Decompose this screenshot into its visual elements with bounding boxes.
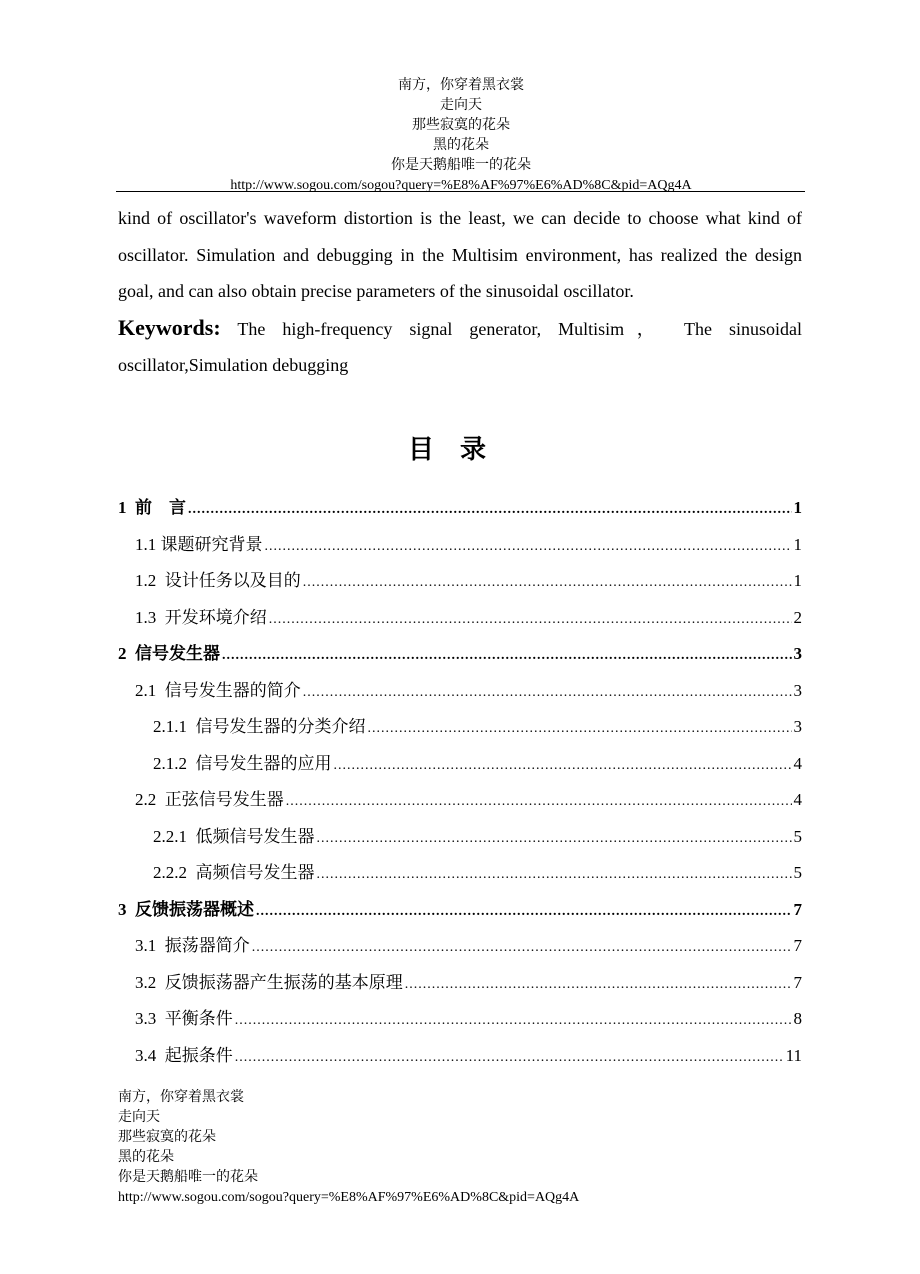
toc-entry[interactable] bbox=[118, 928, 802, 965]
header-line: 你是天鹅船唯一的花朵 bbox=[391, 158, 531, 173]
abstract-section bbox=[118, 200, 802, 384]
page-footer bbox=[118, 1088, 804, 1208]
toc-entry-title: 正弦信号发生器 bbox=[164, 790, 284, 810]
toc-entry[interactable] bbox=[118, 1001, 802, 1038]
toc-leader-dots bbox=[303, 565, 792, 602]
toc-entry-number: 2.1.2 bbox=[153, 753, 196, 773]
header-url: http://www.sogou.com/sogou?query=%E8%AF%97%E6%AD%8C&pid=AQg4A bbox=[230, 178, 692, 193]
toc-entry-title: 起振条件 bbox=[164, 1045, 233, 1066]
toc-leader-dots bbox=[265, 529, 792, 566]
toc-entry-page: 1 bbox=[793, 498, 802, 517]
toc-entry-title: 设计任务以及目的 bbox=[164, 571, 301, 591]
toc-entry-page: 11 bbox=[785, 1045, 802, 1065]
header-line: 那些寂寞的花朵 bbox=[412, 118, 510, 133]
toc-entry-title: 信号发生器的简介 bbox=[164, 680, 301, 701]
toc-entry-page: 4 bbox=[793, 790, 802, 809]
toc-entry-page: 1 bbox=[793, 571, 802, 590]
toc-entry-number: 2.1.1 bbox=[153, 717, 196, 736]
toc-entry-page: 7 bbox=[793, 936, 802, 955]
toc-entry-number: 2.2 bbox=[135, 790, 165, 809]
toc-entry-title: 反馈振荡器产生振荡的基本原理 bbox=[164, 972, 403, 993]
toc-entry-page: 7 bbox=[793, 899, 802, 919]
toc-leader-dots bbox=[317, 821, 792, 858]
toc-entry-number: 2.2.2 bbox=[153, 863, 196, 882]
toc-entry[interactable] bbox=[118, 673, 802, 710]
toc-entry-number: 1 bbox=[118, 498, 135, 517]
toc-entry-page: 7 bbox=[793, 972, 802, 992]
toc-entry-page: 8 bbox=[793, 1009, 802, 1028]
toc-entry[interactable] bbox=[118, 892, 802, 929]
toc-leader-dots bbox=[252, 930, 792, 967]
toc-entry-number: 3.2 bbox=[135, 972, 165, 992]
toc-entry-page: 5 bbox=[793, 826, 802, 846]
toc-entry-number: 3.4 bbox=[135, 1045, 165, 1065]
toc-leader-dots bbox=[269, 602, 792, 639]
toc-entry-title: 平衡条件 bbox=[164, 1009, 233, 1029]
toc-entry-page: 5 bbox=[793, 863, 802, 882]
toc-entry-title: 前 言 bbox=[135, 498, 186, 518]
toc-leader-dots bbox=[317, 857, 792, 894]
toc-entry[interactable] bbox=[118, 746, 802, 783]
toc-entry[interactable] bbox=[118, 636, 802, 673]
toc-entry-number: 2.2.1 bbox=[153, 826, 196, 846]
keywords-label: Keywords: bbox=[118, 314, 221, 340]
toc-entry[interactable] bbox=[118, 855, 802, 892]
toc-leader-dots bbox=[334, 748, 792, 785]
page-header bbox=[118, 76, 804, 196]
toc-entry-number: 3 bbox=[118, 899, 135, 919]
toc-entry[interactable] bbox=[118, 782, 802, 819]
toc-leader-dots bbox=[368, 711, 792, 748]
toc-entry-number: 3.3 bbox=[135, 1009, 165, 1028]
toc-entry-number: 1.3 bbox=[135, 607, 165, 627]
toc-leader-dots bbox=[235, 1003, 792, 1040]
toc-entry-title: 开发环境介绍 bbox=[164, 607, 267, 628]
toc-entry[interactable] bbox=[118, 1038, 802, 1075]
footer-url: http://www.sogou.com/sogou?query=%E8%AF%97%E6%AD%8C&pid=AQg4A bbox=[118, 1190, 580, 1205]
toc-title: 目录 bbox=[407, 435, 512, 465]
toc-leader-dots bbox=[286, 784, 792, 821]
toc-entry-title: 信号发生器的应用 bbox=[195, 753, 332, 774]
toc-leader-dots bbox=[405, 967, 792, 1004]
toc-entry-title: 信号发生器 bbox=[135, 644, 220, 664]
toc-leader-dots bbox=[256, 894, 792, 931]
toc-entry-number: 1.2 bbox=[135, 571, 165, 590]
footer-line: 黑的花朵 bbox=[118, 1150, 174, 1165]
toc-leader-dots bbox=[222, 638, 792, 675]
toc-entry[interactable] bbox=[118, 527, 802, 564]
footer-line: 南方，你穿着黑衣裳 bbox=[118, 1090, 244, 1105]
toc-entry-page: 3 bbox=[793, 717, 802, 736]
header-line: 走向天 bbox=[440, 98, 482, 113]
toc-entry-number: 2 bbox=[118, 644, 135, 663]
header-divider bbox=[116, 191, 805, 192]
toc-leader-dots bbox=[235, 1040, 784, 1077]
toc-entry-title: 低频信号发生器 bbox=[195, 826, 315, 847]
toc-entry[interactable] bbox=[118, 709, 802, 746]
toc-entry[interactable] bbox=[118, 819, 802, 856]
abstract-paragraph: kind of oscillator's waveform distortion is the least, we can decide to choose what kind of oscillator. Simulation and debugging in the Multisim environment, has realized the design goal, and can also obtain precise parameters of the sinusoidal oscillator. bbox=[118, 208, 802, 301]
table-of-contents bbox=[118, 490, 802, 1074]
toc-entry-title: 课题研究背景 bbox=[160, 534, 263, 555]
header-line: 南方，你穿着黑衣裳 bbox=[398, 78, 524, 93]
toc-entry-title: 振荡器简介 bbox=[164, 936, 250, 956]
toc-entry-page: 2 bbox=[793, 607, 802, 627]
toc-leader-dots bbox=[303, 675, 792, 712]
toc-entry-page: 1 bbox=[793, 534, 802, 554]
footer-line: 那些寂寞的花朵 bbox=[118, 1130, 216, 1145]
toc-entry-number: 3.1 bbox=[135, 936, 165, 955]
keywords-text: The high-frequency signal generator, Multisim， The sinusoidal oscillator,Simulation debugging bbox=[118, 318, 802, 375]
toc-entry-page: 4 bbox=[793, 753, 802, 773]
toc-entry[interactable] bbox=[118, 965, 802, 1002]
toc-entry-number: 2.1 bbox=[135, 680, 165, 700]
toc-leader-dots bbox=[188, 492, 792, 529]
toc-entry-number: 1.1 bbox=[135, 534, 161, 554]
keywords-paragraph bbox=[118, 310, 802, 384]
toc-entry-title: 高频信号发生器 bbox=[195, 863, 315, 883]
footer-line: 走向天 bbox=[118, 1110, 160, 1125]
header-line: 黑的花朵 bbox=[433, 138, 489, 153]
toc-entry[interactable] bbox=[118, 490, 802, 527]
footer-line: 你是天鹅船唯一的花朵 bbox=[118, 1170, 258, 1185]
toc-entry-page: 3 bbox=[793, 680, 802, 700]
toc-entry-title: 信号发生器的分类介绍 bbox=[195, 717, 366, 737]
toc-entry[interactable] bbox=[118, 600, 802, 637]
toc-entry-page: 3 bbox=[793, 644, 802, 663]
toc-entry-title: 反馈振荡器概述 bbox=[135, 899, 254, 920]
toc-entry[interactable] bbox=[118, 563, 802, 600]
